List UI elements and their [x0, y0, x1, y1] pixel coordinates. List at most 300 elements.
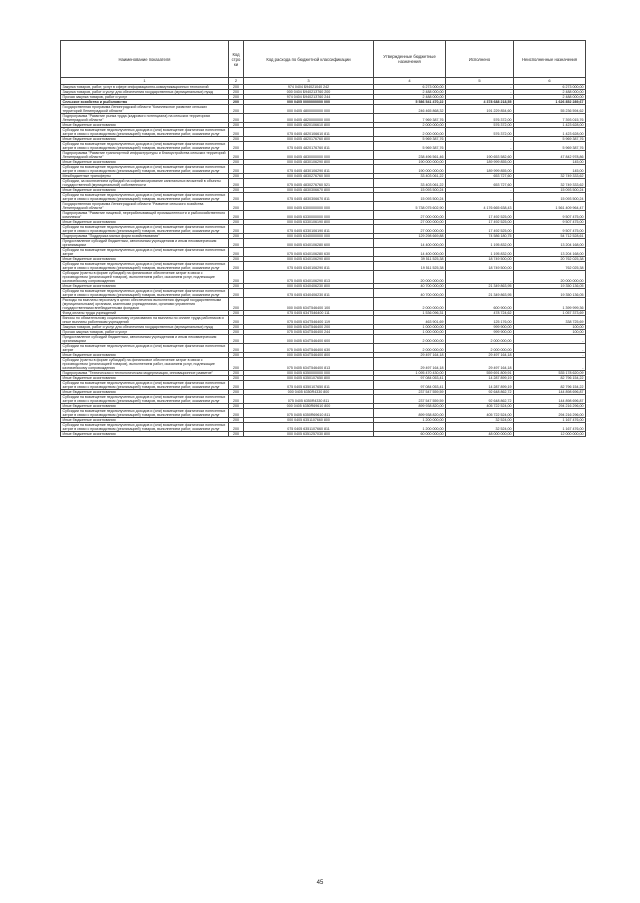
row-code: 200 [229, 114, 244, 123]
row-executed: 478 724,62 [446, 311, 514, 316]
row-code: 200 [229, 298, 244, 311]
row-unexecuted: 7 393 015,76 [514, 114, 586, 123]
row-unexecuted: 1 057 373,69 [514, 311, 586, 316]
row-classification-code: 075 0405 4820176760 811 [244, 142, 374, 151]
row-unexecuted: 82 796 154,22 [514, 376, 586, 381]
row-approved: 899 938 820,00 [374, 409, 446, 418]
row-code: 200 [229, 335, 244, 344]
row-executed: 17 492 525,00 [446, 211, 514, 220]
row-name: Иные бюджетные ассигнования [61, 123, 229, 128]
table-row [61, 128, 586, 137]
row-executed: 125 176,00 [446, 316, 514, 325]
row-approved: 97 084 053,41 [374, 381, 446, 390]
row-approved: 2 488 000,00 [374, 90, 446, 95]
row-name: Субсидии на возмещение недополученных доходов и (или) возмещение фактически понесенных затрат в связи с производством (реализацией) товаров, выполнением работ, оказанием услуг [61, 423, 229, 432]
table-row [61, 335, 586, 344]
row-unexecuted: 145,00 [514, 160, 586, 165]
table-row [61, 409, 586, 418]
row-name: Субсидии (гранты в форме субсидий) на финансовое обеспечение затрат в связи с производством (реализацией товаров), выполнением работ, оказанием услуг, подлежащие казначейскому сопровождению [61, 271, 229, 284]
row-unexecuted: 100,00 [514, 330, 586, 335]
table-body [61, 85, 586, 437]
row-unexecuted: - [514, 335, 586, 344]
row-code: 200 [229, 330, 244, 335]
row-unexecuted: 1 167 476,00 [514, 423, 586, 432]
row-code: 200 [229, 371, 244, 376]
row-name: Подпрограмма "Развитие рынка труда (кадрового потенциала) на сельских территориях Ленинградской области" [61, 114, 229, 123]
row-executed: 559 691 809,91 [446, 371, 514, 376]
row-name: Субсидии на возмещение недополученных доходов и (или) возмещение фактически понесенных затрат в связи с производством (реализацией) товаров, выполнением работ, оказанием услуг [61, 289, 229, 298]
header-unexecuted: Неисполненные назначения [514, 41, 586, 78]
row-executed: 653 727,60 [446, 174, 514, 179]
row-name: Иные бюджетные ассигнования [61, 160, 229, 165]
row-unexecuted: 54 712 528,61 [514, 234, 586, 239]
row-name: Иные бюджетные ассигнования [61, 284, 229, 289]
row-executed: 18 749 500,00 [446, 257, 514, 262]
row-unexecuted: 20 000 000,00 [514, 271, 586, 284]
row-approved: 2 488 000,00 [374, 95, 446, 100]
row-executed: 653 727,60 [446, 179, 514, 188]
row-unexecuted: 1 399 999,36 [514, 298, 586, 311]
row-unexecuted: - [514, 353, 586, 358]
row-classification-code: 075 0405 6340106290 813 [244, 271, 374, 284]
row-unexecuted: 535 178 620,09 [514, 371, 586, 376]
row-code: 200 [229, 165, 244, 174]
row-classification-code: 075 0405 6351107660 811 [244, 423, 374, 432]
row-executed: 32 524,00 [446, 418, 514, 423]
row-classification-code: 000 0405 4830306670 800 [244, 188, 374, 193]
row-code: 200 [229, 271, 244, 284]
row-approved: 7 969 387,76 [374, 114, 446, 123]
table-row [61, 193, 586, 202]
row-executed: 1 195 832,00 [446, 239, 514, 248]
row-executed: 405 722 524,00 [446, 404, 514, 409]
row-classification-code: 000 0405 4820176760 800 [244, 137, 374, 142]
row-name: Сельское хозяйство и рыболовство [61, 100, 229, 105]
row-approved: 97 084 053,41 [374, 376, 446, 381]
row-classification-code: 000 0405 6350R69610 800 [244, 404, 374, 409]
row-name: Иные бюджетные ассигнования [61, 418, 229, 423]
row-unexecuted: 5 969 387,76 [514, 137, 586, 142]
row-name: Взносы по обязательному социальному страхованию на выплаты по оплате труда работников и иные выплаты работникам учреждений [61, 316, 229, 325]
row-approved: 5 969 387,76 [374, 137, 446, 142]
row-classification-code: 075 0405 4830106290 811 [244, 165, 374, 174]
row-approved: 60 000 000,00 [374, 432, 446, 437]
row-code: 200 [229, 220, 244, 225]
row-approved: 238 496 561,46 [374, 151, 446, 160]
row-unexecuted: 294 216 296,00 [514, 409, 586, 418]
header-approved: Утвержденные бюджетные назначения [374, 41, 446, 78]
row-classification-code: 000 0405 6350R4330 800 [244, 390, 374, 395]
row-name: Иные бюджетные ассигнования [61, 257, 229, 262]
row-unexecuted: 144 898 696,87 [514, 390, 586, 395]
row-classification-code: 000 0405 6351107660 800 [244, 418, 374, 423]
row-executed: 14 287 899,19 [446, 376, 514, 381]
row-code: 200 [229, 142, 244, 151]
row-classification-code: 000 0405 6340106290 800 [244, 257, 374, 262]
row-unexecuted: 15 093 500,24 [514, 193, 586, 202]
row-code: 200 [229, 390, 244, 395]
row-approved: 463 901,69 [374, 316, 446, 325]
row-code: 200 [229, 202, 244, 211]
table-row [61, 225, 586, 234]
row-name: Субсидии на возмещение недополученных доходов и (или) возмещение фактически понесенных затрат [61, 248, 229, 257]
row-unexecuted: 100,00 [514, 325, 586, 330]
row-classification-code: 000 0405 634Т546400 800 [244, 353, 374, 358]
header-classification-code: Код расхода по бюджетной классификации [244, 41, 374, 78]
row-executed: 48 000 000,00 [446, 432, 514, 437]
row-approved: 39 511 525,38 [374, 257, 446, 262]
row-classification-code: 000 0405 6340000000 000 [244, 234, 374, 239]
row-classification-code: 075 0405 634Т546400 244 [244, 330, 374, 335]
row-classification-code: 075 0405 6350R4330 811 [244, 395, 374, 404]
row-name: Подпрограмма "Техническая и технологическая модернизация, инновационное развитие" [61, 371, 229, 376]
row-name: Иные бюджетные ассигнования [61, 390, 229, 395]
row-approved: 27 000 000,00 [374, 225, 446, 234]
table-row [61, 371, 586, 376]
row-code: 200 [229, 418, 244, 423]
row-unexecuted: 1 561 409 964,47 [514, 202, 586, 211]
row-name: Субсидии на возмещение недополученных доходов и (или) возмещение фактически понесенных затрат в связи с производством (реализацией) товаров, выполнением работ, оказанием услуг [61, 128, 229, 137]
row-unexecuted: 1 167 476,00 [514, 418, 586, 423]
row-approved: 19 511 525,38 [374, 262, 446, 271]
row-executed: 576 372,00 [446, 123, 514, 128]
row-code: 200 [229, 211, 244, 220]
table-row [61, 316, 586, 325]
row-approved: 40 700 000,00 [374, 289, 446, 298]
row-classification-code: 000 0404 Б94021З760 200 [244, 90, 374, 95]
report-page [60, 40, 585, 437]
row-name: Иные бюджетные ассигнования [61, 376, 229, 381]
row-classification-code: 075 0405 634Т546400 813 [244, 358, 374, 371]
row-classification-code: 000 0405 4820000000 000 [244, 114, 374, 123]
row-executed: - [446, 137, 514, 142]
row-unexecuted: 2 488 000,00 [514, 95, 586, 100]
row-name: Субсидии на возмещение недополученных доходов и (или) возмещение фактически понесенных затрат в связи с производством (реализацией) товаров, выполнением работ, оказанием услуг [61, 142, 229, 151]
row-executed: 999 900,00 [446, 325, 514, 330]
row-approved: 237 547 559,59 [374, 395, 446, 404]
row-code: 200 [229, 316, 244, 325]
row-approved: 246 465 868,32 [374, 105, 446, 114]
row-name: Субсидии на возмещение недополученных доходов и (или) возмещение фактически понесенных затрат в связи с производством (реализацией) товаров, выполнением работ, оказанием услуг [61, 193, 229, 202]
row-name: Субсидии на возмещение недополученных доходов и (или) возмещение фактически понесенных затрат в связи с производством (реализацией) товаров, выполнением работ, оказанием услуг [61, 225, 229, 234]
row-unexecuted: 338 725,69 [514, 316, 586, 325]
row-code: 200 [229, 225, 244, 234]
row-approved: 27 000 000,00 [374, 211, 446, 220]
column-number: 1 [61, 78, 229, 85]
row-classification-code: 000 0405 4830276760 500 [244, 174, 374, 179]
row-approved: 40 700 000,00 [374, 284, 446, 289]
table-row [61, 114, 586, 123]
row-code: 200 [229, 128, 244, 137]
row-name: Субсидии на возмещение недополученных доходов и (или) возмещение фактически понесенных затрат в связи с производством (реализацией) товаров, выполнением работ, оказанием услуг [61, 381, 229, 390]
row-executed: 17 492 525,00 [446, 225, 514, 234]
row-executed: - [446, 193, 514, 202]
row-executed: - [446, 90, 514, 95]
row-name: Субсидии на возмещение недополученных доходов и (или) возмещение фактически понесенных затрат в связи с производством (реализацией) товаров, выполнением работ, оказанием услуг [61, 262, 229, 271]
row-executed: 92 648 862,72 [446, 390, 514, 395]
row-approved: 29 497 164,18 [374, 358, 446, 371]
row-code: 200 [229, 381, 244, 390]
row-name: Закупка товаров, работ и услуг для обеспечения государственных (муниципальных) нужд [61, 325, 229, 330]
table-row [61, 381, 586, 390]
row-code: 200 [229, 353, 244, 358]
row-code: 200 [229, 123, 244, 128]
row-unexecuted: 32 749 333,62 [514, 174, 586, 179]
row-approved: 5 738 075 602,90 [374, 202, 446, 211]
row-name: Субсидии, за исключением субсидий на софинансирование капитальных вложений в объекты государственной (муниципальной) собственности [61, 179, 229, 188]
table-row [61, 423, 586, 432]
row-executed: 4 176 665 638,43 [446, 202, 514, 211]
row-classification-code: 000 0405 634Т546400 200 [244, 325, 374, 330]
row-approved: 1 536 096,31 [374, 311, 446, 316]
column-number: 4 [374, 78, 446, 85]
row-unexecuted: 2 488 000,00 [514, 90, 586, 95]
row-name: Иные бюджетные ассигнования [61, 188, 229, 193]
row-classification-code: 075 0405 4830306670 811 [244, 193, 374, 202]
row-code: 200 [229, 404, 244, 409]
row-classification-code: 075 0405 6330106190 811 [244, 225, 374, 234]
row-executed: 600 900,00 [446, 298, 514, 311]
row-executed: 4 378 688 218,55 [446, 100, 514, 105]
row-approved: 14 400 000,00 [374, 239, 446, 248]
row-code: 200 [229, 409, 244, 418]
row-executed: 14 287 899,19 [446, 381, 514, 390]
row-unexecuted: 47 842 978,86 [514, 151, 586, 160]
row-approved: 29 497 164,18 [374, 353, 446, 358]
row-executed: 2 000 000,00 [446, 344, 514, 353]
header-indicator-name: Наименование показателя [61, 41, 229, 78]
table-row [61, 395, 586, 404]
row-approved: 2 000 000,00 [374, 128, 446, 137]
column-number-row [61, 78, 586, 85]
row-unexecuted: 19 350 136,05 [514, 289, 586, 298]
row-code: 200 [229, 284, 244, 289]
row-code: 200 [229, 234, 244, 239]
row-name: Прочая закупка товаров, работ и услуг [61, 330, 229, 335]
row-approved: 33 403 061,22 [374, 174, 446, 179]
row-executed: 21 349 863,95 [446, 284, 514, 289]
row-executed: - [446, 142, 514, 151]
row-code: 200 [229, 262, 244, 271]
row-unexecuted: 9 507 475,00 [514, 225, 586, 234]
row-classification-code: 000 0405 0000000000 000 [244, 100, 374, 105]
column-number: 2 [229, 78, 244, 85]
row-classification-code: 000 0405 634Т546400 100 [244, 298, 374, 311]
row-name: Межбюджетные трансферты [61, 174, 229, 179]
row-unexecuted: 82 796 154,22 [514, 381, 586, 390]
row-name: Подпрограмма "Поддержка малых форм хозяйствования" [61, 234, 229, 239]
row-unexecuted: 19 350 136,05 [514, 284, 586, 289]
row-name: Субсидии на возмещение недополученных доходов и (или) возмещение фактически понесенных затрат [61, 344, 229, 353]
row-unexecuted: 13 204 168,00 [514, 239, 586, 248]
row-classification-code: 000 0405 634Т546400 600 [244, 335, 374, 344]
table-header-row [61, 41, 586, 78]
row-code: 200 [229, 160, 244, 165]
row-code: 200 [229, 179, 244, 188]
row-name: Предоставление субсидий бюджетным, автономным учреждениям и иным некоммерческим организациям [61, 239, 229, 248]
row-classification-code: 000 0405 6350000000 000 [244, 371, 374, 376]
column-number: 3 [244, 78, 374, 85]
row-executed: 29 497 164,18 [446, 353, 514, 358]
row-classification-code: 000 0405 6300000000 000 [244, 202, 374, 211]
row-approved: 1 000 000,00 [374, 330, 446, 335]
row-name: Иные бюджетные ассигнования [61, 137, 229, 142]
row-name: Иные бюджетные ассигнования [61, 404, 229, 409]
row-executed: 189 999 855,00 [446, 160, 514, 165]
row-executed: - [446, 95, 514, 100]
column-number: 5 [446, 78, 514, 85]
row-approved: 15 093 500,24 [374, 193, 446, 202]
row-classification-code: 075 0405 6350107650 811 [244, 381, 374, 390]
table-row [61, 298, 586, 311]
row-unexecuted: 13 204 168,00 [514, 248, 586, 257]
row-code: 200 [229, 325, 244, 330]
row-approved: 1 200 000,00 [374, 423, 446, 432]
table-row [61, 289, 586, 298]
row-approved: 14 400 000,00 [374, 248, 446, 257]
row-code: 200 [229, 289, 244, 298]
row-classification-code: 000 0405 6351257030 800 [244, 432, 374, 437]
row-code: 200 [229, 100, 244, 105]
row-classification-code: 075 0405 6350R69610 811 [244, 409, 374, 418]
row-classification-code: 075 0405 634Т546400 119 [244, 316, 374, 325]
table-row [61, 248, 586, 257]
row-code: 200 [229, 105, 244, 114]
row-executed: 576 372,00 [446, 128, 514, 137]
column-number: 6 [514, 78, 586, 85]
table-row [61, 358, 586, 371]
row-code: 200 [229, 395, 244, 404]
table-row [61, 344, 586, 353]
row-approved: 1 000 000,00 [374, 325, 446, 330]
row-unexecuted: 32 749 333,62 [514, 179, 586, 188]
row-name: Государственная программа Ленинградской области "Комплексное развитие сельских территорий Ленинградской области" [61, 105, 229, 114]
row-executed: 999 900,00 [446, 330, 514, 335]
row-code: 200 [229, 248, 244, 257]
row-unexecuted: 15 093 500,24 [514, 188, 586, 193]
row-name: Фонд оплаты труда учреждений [61, 311, 229, 316]
row-executed: 32 524,00 [446, 423, 514, 432]
row-name: Подпрограмма "Развитие транспортной инфраструктуры и благоустройства сельских территорий Ленинградской области" [61, 151, 229, 160]
row-approved: 5 586 541 470,22 [374, 100, 446, 105]
table-row [61, 271, 586, 284]
row-approved: 899 938 820,00 [374, 404, 446, 409]
row-code: 200 [229, 358, 244, 371]
row-approved: 1 095 470 430,00 [374, 371, 446, 376]
row-classification-code: 000 0405 6340106280 600 [244, 239, 374, 248]
row-executed: 405 722 524,00 [446, 409, 514, 418]
row-approved: 2 000 000,00 [374, 298, 446, 311]
row-approved: 15 093 500,24 [374, 188, 446, 193]
header-executed: Исполнено [446, 41, 514, 78]
row-approved: 2 000 000,00 [374, 123, 446, 128]
row-name: Иные бюджетные ассигнования [61, 432, 229, 437]
row-code: 200 [229, 257, 244, 262]
row-executed: 189 999 855,00 [446, 165, 514, 174]
row-code: 200 [229, 432, 244, 437]
row-name: Субсидии на возмещение недополученных доходов и (или) возмещение фактически понесенных затрат в связи с производством (реализацией) товаров, выполнением работ, оказанием услуг [61, 409, 229, 418]
row-code: 200 [229, 188, 244, 193]
row-classification-code: 000 0405 6330000000 000 [244, 211, 374, 220]
row-unexecuted: 20 762 025,38 [514, 257, 586, 262]
row-unexecuted: - [514, 344, 586, 353]
table-row [61, 211, 586, 220]
row-unexecuted: 145,00 [514, 165, 586, 174]
row-code: 200 [229, 376, 244, 381]
table-row [61, 142, 586, 151]
row-unexecuted: 55 236 594,62 [514, 105, 586, 114]
row-unexecuted: 5 969 387,76 [514, 142, 586, 151]
row-code: 200 [229, 95, 244, 100]
row-executed: 29 497 164,18 [446, 358, 514, 371]
row-unexecuted: 6 273 000,00 [514, 85, 586, 90]
row-code: 200 [229, 174, 244, 179]
row-classification-code: 075 0405 4820106610 811 [244, 128, 374, 137]
row-classification-code: 974 0404 Б94021З760 244 [244, 95, 374, 100]
row-executed: 1 195 832,00 [446, 248, 514, 257]
page-number: 45 [316, 880, 324, 886]
row-approved: 2 000 000,00 [374, 344, 446, 353]
row-executed: 576 372,00 [446, 114, 514, 123]
row-approved: 5 969 387,76 [374, 142, 446, 151]
budget-execution-table [60, 40, 586, 437]
table-row [61, 151, 586, 160]
table-row [61, 239, 586, 248]
row-executed: - [446, 271, 514, 284]
header-row-code: Код стро ки [229, 41, 244, 78]
row-name: Закупка товаров, работ и услуг для обеспечения государственных (муниципальных) нужд [61, 90, 229, 95]
table-row [61, 262, 586, 271]
row-unexecuted: 1 423 628,00 [514, 128, 586, 137]
row-classification-code: 075 0405 634Т546400 111 [244, 311, 374, 316]
table-row [61, 105, 586, 114]
row-classification-code: 075 0405 6340106290 811 [244, 262, 374, 271]
row-executed: 21 349 863,95 [446, 289, 514, 298]
row-classification-code: 000 0405 6330106190 800 [244, 220, 374, 225]
row-classification-code: 075 0405 6340406230 811 [244, 289, 374, 298]
row-unexecuted: 9 507 475,00 [514, 220, 586, 225]
row-approved: 190 000 000,00 [374, 165, 446, 174]
table-row [61, 325, 586, 330]
row-classification-code: 075 0405 4830276760 521 [244, 179, 374, 188]
row-approved: 190 000 000,00 [374, 160, 446, 165]
row-classification-code: 075 0405 6340106280 630 [244, 248, 374, 257]
row-approved: 6 273 000,00 [374, 85, 446, 90]
row-name: Предоставление субсидий бюджетным, автономным учреждениям и иным некоммерческим организациям [61, 335, 229, 344]
row-executed: 2 000 000,00 [446, 335, 514, 344]
row-classification-code: 974 0404 Б94021040 242 [244, 85, 374, 90]
row-classification-code: 000 0405 6340406230 800 [244, 284, 374, 289]
row-unexecuted: 762 025,38 [514, 262, 586, 271]
row-unexecuted: 12 000 000,00 [514, 432, 586, 437]
row-unexecuted: 1 626 852 289,67 [514, 100, 586, 105]
row-executed: 191 229 854,60 [446, 105, 514, 114]
row-classification-code: 000 0405 4830000000 000 [244, 151, 374, 160]
row-name: Подпрограмма "Развитие пищевой, перерабатывающей промышленности и рыбохозяйственного комплекса" [61, 211, 229, 220]
row-executed: 74 586 180,75 [446, 234, 514, 239]
row-executed: 18 749 500,00 [446, 262, 514, 271]
row-classification-code: 000 0405 4830106290 800 [244, 160, 374, 165]
row-unexecuted: 9 507 475,00 [514, 211, 586, 220]
row-unexecuted: - [514, 358, 586, 371]
row-unexecuted: 1 423 628,00 [514, 123, 586, 128]
table-row [61, 432, 586, 437]
row-classification-code: 000 0405 6350107650 800 [244, 376, 374, 381]
row-unexecuted: 294 216 296,00 [514, 404, 586, 409]
row-code: 200 [229, 239, 244, 248]
row-executed: - [446, 85, 514, 90]
row-name: Прочая закупка товаров, работ и услуг [61, 95, 229, 100]
